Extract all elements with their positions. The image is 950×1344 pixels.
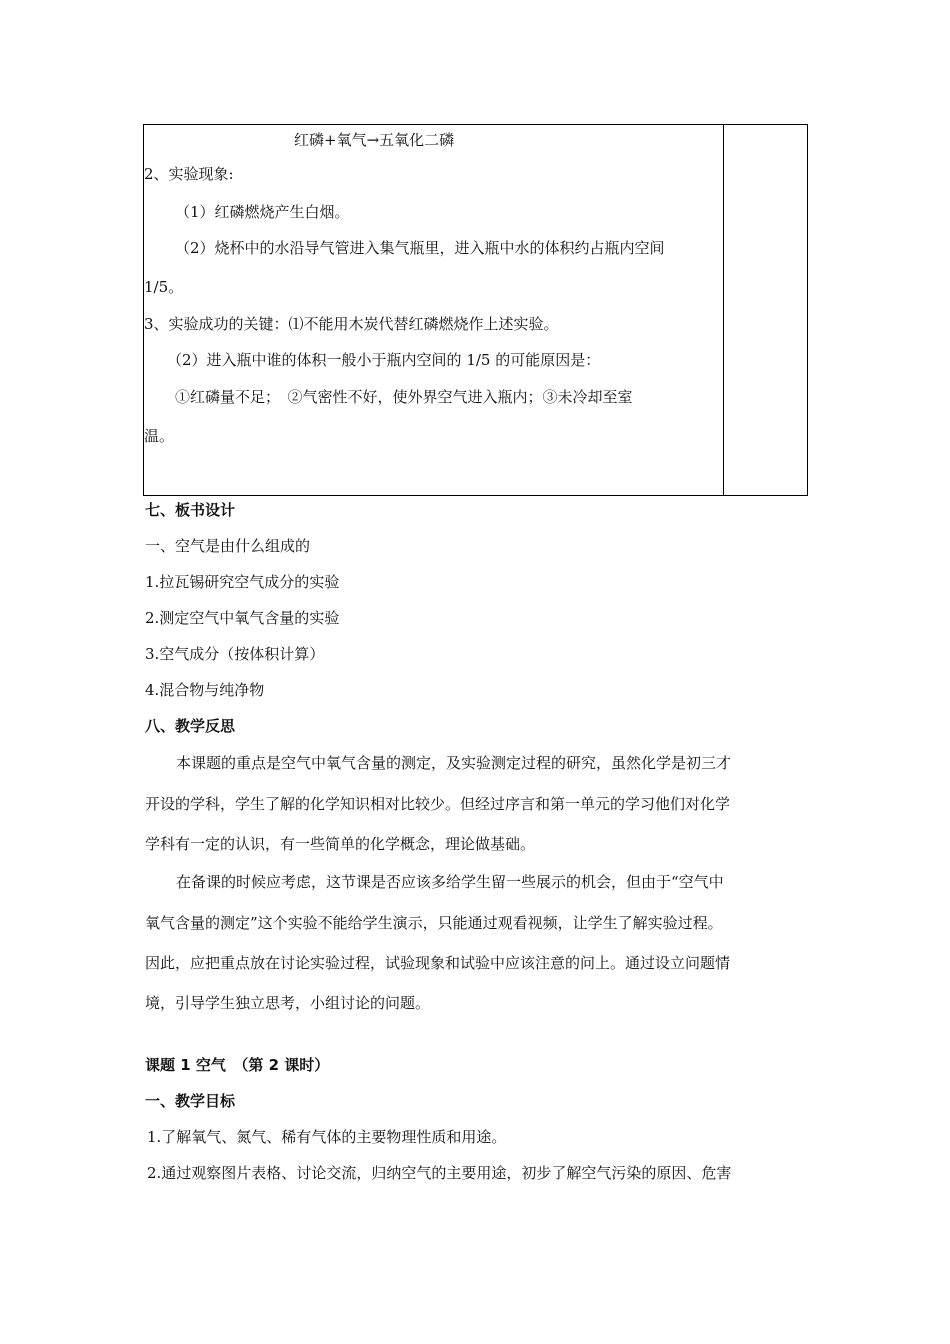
board-item: 2.测定空气中氧气含量的实验 xyxy=(145,609,340,627)
table-line-success-key: 3、实验成功的关键：⑴不能用木炭代替红磷燃烧作上述实验。 xyxy=(144,315,559,333)
table-line-reasons-heading: （2）进入瓶中谁的体积一般小于瓶内空间的 1/5 的可能原因是： xyxy=(167,351,601,369)
reflection-line: 因此，应把重点放在讨论实验过程，试验现象和试验中应该注意的问上。通过设立问题情 xyxy=(145,954,731,972)
experiment-table xyxy=(143,124,808,496)
goal-item: 1.了解氧气、氮气、稀有气体的主要物理性质和用途。 xyxy=(147,1128,507,1146)
teaching-reflection-heading: 八、教学反思 xyxy=(145,717,236,735)
reflection-line: 在备课的时候应考虑，这节课是否应该多给学生留一些展示的机会，但由于“空气中 xyxy=(176,873,724,891)
reflection-line: 本课题的重点是空气中氧气含量的测定，及实验测定过程的研究，虽然化学是初三才 xyxy=(176,754,732,772)
goal-item: 2.通过观察图片表格、讨论交流，归纳空气的主要用途，初步了解空气污染的原因、危害 xyxy=(147,1164,732,1182)
table-line-reasons: ①红磷量不足； ②气密性不好，使外界空气进入瓶内；③未冷却至室 xyxy=(175,388,633,406)
board-item: 4.混合物与纯净物 xyxy=(145,681,265,699)
table-line-phenomena-heading: 2、实验现象: xyxy=(144,165,234,183)
board-item: 1.拉瓦锡研究空气成分的实验 xyxy=(145,573,340,591)
reflection-line: 境，引导学生独立思考，小组讨论的问题。 xyxy=(145,994,431,1012)
teaching-goals-heading: 一、教学目标 xyxy=(145,1092,236,1110)
table-line-phenomenon-2-cont: 1/5。 xyxy=(144,278,184,296)
table-line-phenomenon-2: （2）烧杯中的水沿导气管进入集气瓶里，进入瓶中水的体积约占瓶内空间 xyxy=(175,239,665,257)
reaction-equation: 红磷+氧气→五氧化二磷 xyxy=(294,131,455,149)
reflection-line: 开设的学科，学生了解的化学知识相对比较少。但经过序言和第一单元的学习他们对化学 xyxy=(145,795,731,813)
board-item: 一、空气是由什么组成的 xyxy=(145,537,311,555)
reflection-line: 学科有一定的认识，有一些简单的化学概念，理论做基础。 xyxy=(145,835,536,853)
board-design-heading: 七、板书设计 xyxy=(145,501,236,519)
reflection-line: 氧气含量的测定”这个实验不能给学生演示，只能通过观看视频，让学生了解实验过程。 xyxy=(145,914,723,932)
board-item: 3.空气成分（按体积计算） xyxy=(145,645,325,663)
table-line-reasons-cont: 温。 xyxy=(144,427,175,445)
table-line-phenomenon-1: （1）红磷燃烧产生白烟。 xyxy=(175,203,350,221)
table-column-divider xyxy=(723,125,724,495)
lesson-title: 课题 1 空气 （第 2 课时） xyxy=(145,1056,330,1074)
